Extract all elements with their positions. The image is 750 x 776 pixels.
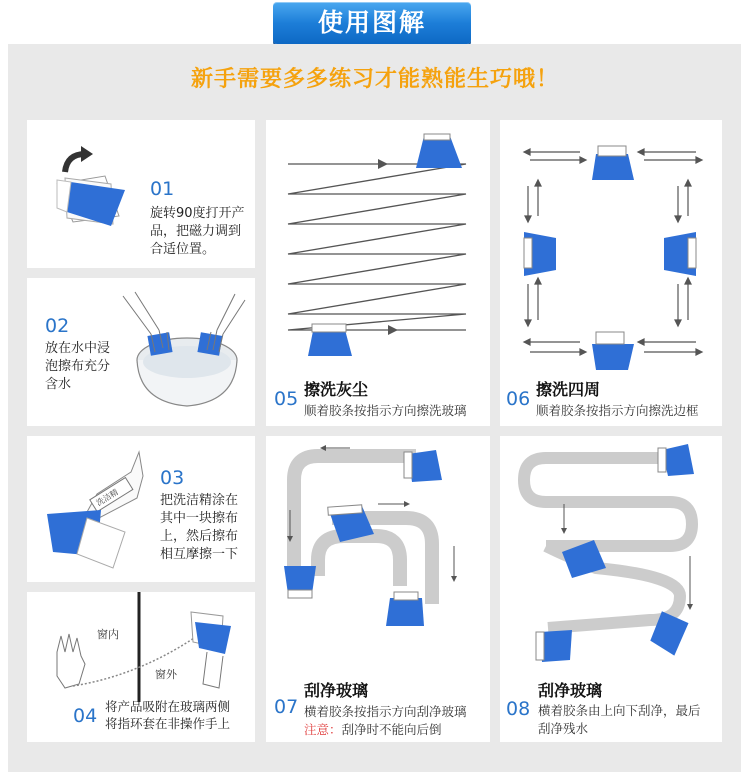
page-title: 使用图解: [273, 2, 471, 44]
step-desc: 横着胶条由上向下刮净，最后 刮净残水: [538, 703, 701, 736]
outside-label: 窗外: [155, 668, 177, 681]
step-title: 刮净玻璃: [304, 681, 369, 700]
step-text: 把洗洁精涂在 其中一块擦布 上，然后擦布 相互摩擦一下: [160, 493, 239, 562]
step-06-panel: [500, 120, 722, 426]
step-05-panel: [266, 120, 490, 426]
step-desc: 顺着胶条按指示方向擦洗边框: [536, 403, 699, 418]
step-03-panel: [27, 436, 255, 582]
step-number: 06: [506, 388, 531, 410]
step-title: 擦洗四周: [536, 380, 601, 399]
step-number: 07: [274, 696, 299, 718]
step-desc: 顺着胶条按指示方向擦洗玻璃: [304, 403, 467, 418]
step-title: 刮净玻璃: [538, 681, 603, 700]
step-text: 将产品吸附在玻璃两侧 将指环套在非操作手上: [105, 699, 231, 731]
zigzag-path-illustration: [266, 120, 490, 426]
step-number: 03: [160, 467, 185, 489]
step-number: 08: [506, 698, 531, 720]
step-number: 01: [150, 178, 175, 200]
step-text: 旋转90度打开产 品，把磁力调到 合适位置。: [150, 206, 245, 257]
squeegee-path-illustration: [266, 436, 490, 742]
note-label: 注意：: [304, 722, 342, 737]
step-title: 擦洗灰尘: [304, 380, 369, 399]
step-note: [304, 720, 442, 738]
serpentine-path-illustration: [500, 436, 722, 742]
subtitle: 新手需要多多练习才能熟能生巧哦！: [190, 67, 559, 92]
bowl-illustration: [27, 278, 255, 426]
step-02-panel: [27, 278, 255, 426]
step-08-panel: [500, 436, 722, 742]
step-04-panel: [27, 592, 255, 742]
step-01-panel: [27, 120, 255, 268]
inside-label: 窗内: [97, 628, 119, 641]
bottle-label: 洗洁精: [94, 487, 120, 508]
step-number: 04: [73, 705, 98, 727]
perimeter-path-illustration: [500, 120, 722, 426]
step-number: 05: [274, 388, 299, 410]
step-07-panel: [266, 436, 490, 742]
step-desc: 横着胶条按指示方向刮净玻璃: [304, 704, 467, 719]
step-text: 放在水中浸 泡擦布充分 含水: [45, 341, 111, 392]
step-number: 02: [45, 315, 70, 337]
note-text: 刮净时不能向后倒: [341, 722, 442, 737]
